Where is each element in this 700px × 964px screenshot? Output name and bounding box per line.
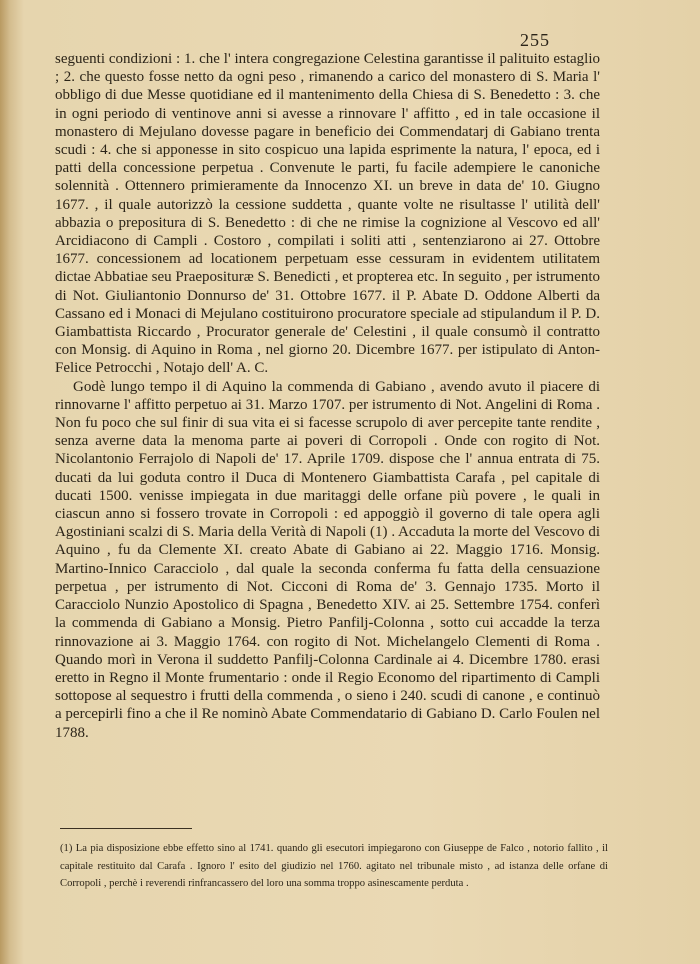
footnote: (1) La pia disposizione ebbe effetto sino al 1741. quando gli esecutori impiegarono con Giuseppe de Falco , notorio fallito , il capitale restituito dal Carafa . Ignoro l' esito del giudizio nel 1760. agitato nel tribunale misto , ad istanza delle orfane di Corropoli , perchè i reverendi rinfrancassero del loro una somma troppo asinescamente perduta . xyxy=(60,843,608,889)
page-number: 255 xyxy=(520,30,550,50)
paragraph-2: Godè lungo tempo il di Aquino la commenda di Gabiano , avendo avuto il piacere di rinnovarne l' affitto perpetuo ai 31. Marzo 1707. per istrumento di Not. Angelini di Roma . Non fu poco che sul finir di sua vita ei si facesse scrupolo di aver percepite tante rendite , senza averne data la menoma parte ai poveri di Corropoli . Onde con rogito di Not. Nicolantonio Ferrajolo di Napoli de' 17. Aprile 1709. dispose che l' annua entrata di 75. ducati da lui goduta contro il Duca di Montenero Giambattista Carafa , pel capitale di ducati 1500. venisse impiegata in due maritaggi delle orfane più povere , le quali in ciascun anno si fossero trovate in Corropoli : ed appoggiò il governo di tale opera agli Agostiniani scalzi di S. Maria della Verità di Napoli (1) . Accaduta la morte del Vescovo di Aquino , fu da Clemente XI. creato Abate di Gabiano ai 22. Maggio 1716. Monsig. Martino-Innico Caracciolo , dal quale la seconda conferma fu fatta della censuazione perpetua , per istrumento di Not. Cicconi di Roma de' 3. Gennajo 1735. Morto il Caracciolo Nunzio Apostolico di Spagna , Benedetto XIV. ai 25. Settembre 1754. conferì la commenda di Gabiano a Monsig. Pietro Panfilj-Colonna , sotto cui accadde la terza rinnovazione ai 3. Maggio 1764. con rogito di Not. Michelangelo Clementi di Roma . Quando morì in Verona il suddetto Panfilj-Colonna Cardinale ai 4. Dicembre 1780. erasi eretto in Regno il Monte frumentario : onde il Regio Economo del ripartimento di Campli sottopose al sequestro i frutti della commenda , o sieno i 240. scudi di canone , e continuò a percepirli fino a che il Re nominò Abate Commendatario di Gabiano D. Carlo Foulen nel 1788. xyxy=(55,378,600,741)
main-text xyxy=(55,50,600,742)
paragraph-1: seguenti condizioni : 1. che l' intera congregazione Celestina garantisse il palituito estaglio ; 2. che questo fosse netto da ogni peso , rimanendo a carico del monastero di S. Maria l' obbligo di due Messe quotidiane ed il mantenimento della Chiesa di S. Benedetto : 3. che in ogni periodo di ventinove anni si avesse a rinnovare l' affitto , ed in tale occasione il monastero di Mejulano dovesse pagare in beneficio dei Commendatarj di Gabiano trenta scudi : 4. che si apponesse in sito cospicuo una lapida esprimente la natura, l' epoca, ed i patti della concessione perpetua . Convenute le parti, fu facile adempiere le canoniche solennità . Ottennero primieramente da Innocenzo XI. un breve in data de' 10. Giugno 1677. , il quale autorizzò la cessione suddetta , quante volte ne risultasse l' utilità dell' abbazia o prepositura di S. Benedetto : di che ne rimise la cognizione al Vescovo ed all' Arcidiacono di Campli . Costoro , compilati i soliti atti , sentenziarono ai 27. Ottobre 1677. concessionem ad locationem perpetuam esse cessuram in evidentem utilitatem dictae Abbatiae seu Praeposituræ S. Benedicti , et propterea etc. In seguito , per istrumento di Not. Giuliantonio Donnurso de' 31. Ottobre 1677. il P. Abate D. Oddone Alberti da Cassano ed i Monaci di Mejulano costituirono procuratore speciale ad stipulandum il P. D. Giambattista Riccardo , Procurator generale de' Celestini , il quale consumò il contratto con Monsig. di Aquino in Roma , nel giorno 20. Dicembre 1677. per istipulato di Anton-Felice Petrocchi , Notajo dell' A. C. xyxy=(55,51,600,377)
footnote-separator xyxy=(60,828,192,829)
